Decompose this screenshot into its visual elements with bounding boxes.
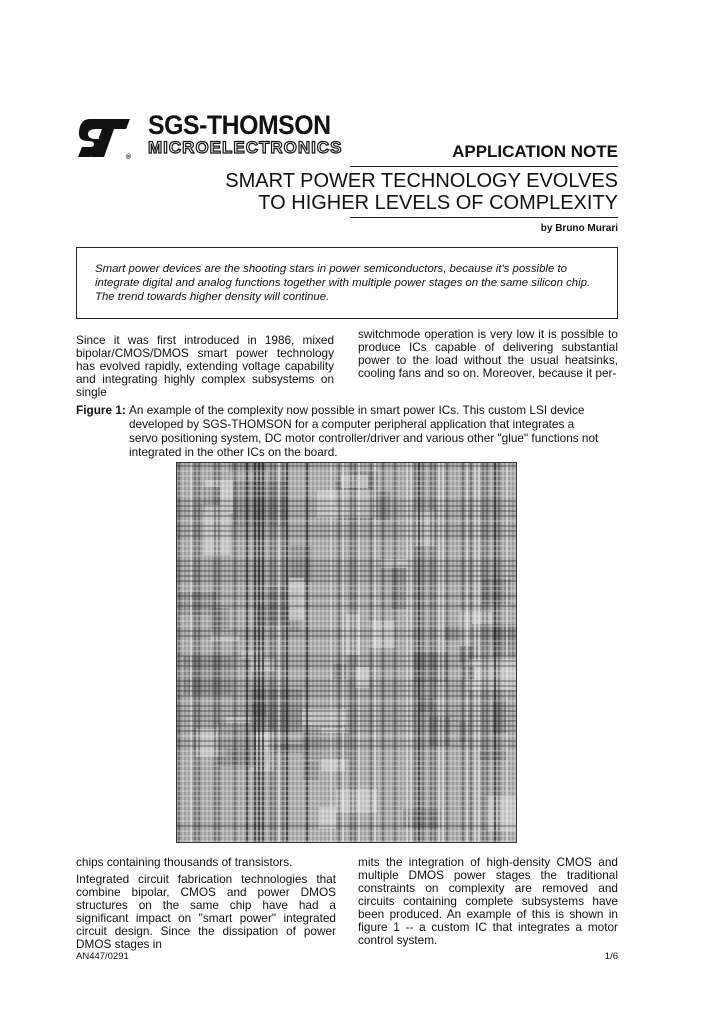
body-paragraph-2: switchmode operation is very low it is possible to produce ICs capable of delivering substantial power to the load without the usual heatsinks, cooling fans and so on. Moreover, because it per- xyxy=(358,327,618,380)
st-logo-icon xyxy=(76,117,132,161)
chip-die-photo xyxy=(176,462,517,843)
figure-label: Figure 1: xyxy=(76,403,126,417)
title-line-2: TO HIGHER LEVELS OF COMPLEXITY xyxy=(258,192,618,214)
chip-die-pattern xyxy=(177,463,516,842)
body-paragraph-3 xyxy=(76,856,336,951)
brand-name: SGS-THOMSON xyxy=(148,110,331,140)
title-divider xyxy=(350,217,618,218)
abstract-text: Smart power devices are the shooting stars in power semiconductors, because it's possible to integrate digital and analog functions together with multiple power stages on the same silicon chip. The trend towards higher density will continue. xyxy=(95,263,591,303)
brand-subtitle: MICROELECTRONICS xyxy=(148,138,343,157)
body-paragraph-4: mits the integration of high-density CMOS and multiple DMOS power stages the traditional constraints on complexity are removed and circuits containing complete subsystems have been produced. An example of this is shown in figure 1 -- a custom IC that integrates a motor control system. xyxy=(358,855,618,947)
svg-text:®: ® xyxy=(126,154,132,161)
figure-caption: An example of the complexity now possible in smart power ICs. This custom LSI device developed by SGS-THOMSON for a computer peripheral application that integrates a servo positioning system, DC motor controller/driver and various other "glue" functions not integrated in the other ICs on the board. xyxy=(129,403,599,459)
document-type: APPLICATION NOTE xyxy=(452,142,618,161)
body-paragraph-1: Since it was first introduced in 1986, mixed bipolar/CMOS/DMOS smart power technology has evolved rapidly, extending voltage capability and integrating highly complex subsystems on single xyxy=(76,333,334,399)
body-paragraph-3a: chips containing thousands of transistors. xyxy=(76,855,293,869)
author-byline: by Bruno Murari xyxy=(540,223,618,234)
header-divider xyxy=(350,166,618,167)
page-title xyxy=(158,170,618,214)
body-paragraph-3b: Integrated circuit fabrication technologies that combine bipolar, CMOS and power DMOS structures on the same chip have had a significant impact on "smart power" integrated circuit design. Since the dissipation of power DMOS stages in xyxy=(76,872,336,951)
title-line-1: SMART POWER TECHNOLOGY EVOLVES xyxy=(225,170,618,192)
document-id: AN447/0291 xyxy=(76,951,129,962)
page-number: 1/6 xyxy=(604,951,618,962)
